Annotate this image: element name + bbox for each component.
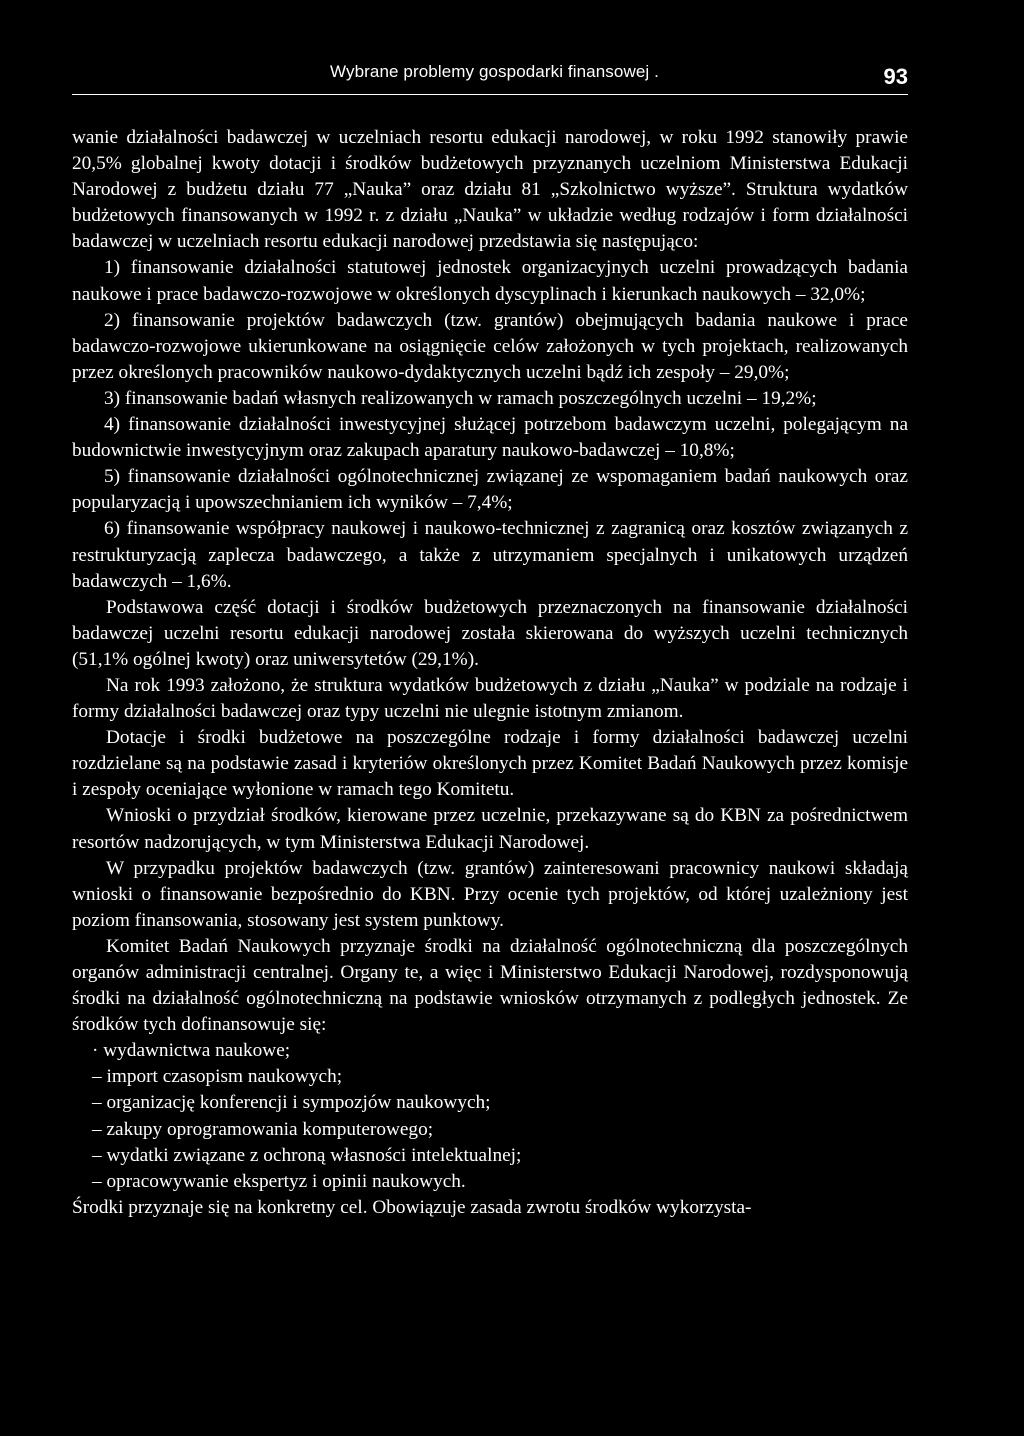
dash-item-5: – wydatki związane z ochroną własności intelektualnej;: [92, 1144, 522, 1166]
list-item-6: 6) finansowanie współpracy naukowej i naukowo-technicznej z zagranicą oraz kosztów związanych z restrukturyzacją zaplecza badawczego, a także z utrzymaniem specjalnych i unikatowych urządzeń badawczych – 1,6%.: [72, 518, 908, 592]
running-title: Wybrane problemy gospodarki finansowej .: [330, 62, 659, 81]
page-number: 93: [883, 64, 908, 89]
paragraph-intro: wanie działalności badawczej w uczelniach resortu edukacji narodowej, w roku 1992 stanowiły prawie 20,5% globalnej kwoty dotacji i środków budżetowych przyznanych uczelniom Ministerstwa Edukacji Narodowej z budżetu działu 77 „Nauka” oraz działu 81 „Szkolnictwo wyższe”. Struktura wydatków budżetowych finansowanych w 1992 r. z działu „Nauka” w układzie według rodzajów i form działalności badawczej w uczelniach resortu edukacji narodowej przedstawia się następująco:: [72, 127, 908, 253]
dash-item-2: – import czasopism naukowych;: [92, 1066, 343, 1088]
paragraph-general-technical: Komitet Badań Naukowych przyznaje środki na działalność ogólnotechniczną dla poszczególnych organów administracji centralnej. Organy te, a więc i Ministerstwo Edukacji Narodowej, rozdysponowują środki na działalność ogólnotechniczną na podstawie wniosków otrzymanych z podległych jednostek. Ze środków tych dofinansowuje się:: [72, 935, 908, 1036]
list-item-4: 4) finansowanie działalności inwestycyjnej służącej potrzebom badawczym uczelni, polegającym na budownictwie inwestycyjnym oraz zakupach aparatury naukowo-badawczej – 10,8%;: [72, 414, 908, 462]
paragraph-grants: W przypadku projektów badawczych (tzw. grantów) zainteresowani pracownicy naukowi składają wnioski o finansowanie bezpośrednio do KBN. Przy ocenie tych projektów, od której uzależniony jest poziom finansowania, stosowany jest system punktowy.: [72, 857, 908, 931]
dash-item-1: · wydawnictwa naukowe;: [92, 1040, 291, 1062]
dash-item-3: – organizację konferencji i sympozjów naukowych;: [92, 1092, 491, 1114]
body-text: [72, 125, 908, 1221]
dash-item-4: – zakupy oprogramowania komputerowego;: [92, 1118, 434, 1140]
list-item-2: 2) finansowanie projektów badawczych (tzw. grantów) obejmujących badania naukowe i prace badawczo-rozwojowe ukierunkowane na osiągnięcie celów założonych w tych projektach, realizowanych przez określonych pracowników naukowo-dydaktycznych uczelni bądź ich zespoły – 29,0%;: [72, 309, 908, 383]
list-item-3: 3) finansowanie badań własnych realizowanych w ramach poszczególnych uczelni – 19,2%;: [104, 387, 817, 409]
list-item-5: 5) finansowanie działalności ogólnotechnicznej związanej ze wspomaganiem badań naukowych oraz popularyzacją i upowszechnianiem ich wyników – 7,4%;: [72, 466, 908, 514]
paragraph-1993: Na rok 1993 założono, że struktura wydatków budżetowych z działu „Nauka” w podziale na rodzaje i formy działalności badawczej oraz typy uczelni nie ulegnie istotnym zmianom.: [72, 674, 908, 723]
paragraph-applications: Wnioski o przydział środków, kierowane przez uczelnie, przekazywane są do KBN za pośrednictwem resortów nadzorujących, w tym Ministerstwa Edukacji Narodowej.: [72, 805, 908, 853]
dash-item-6: – opracowywanie ekspertyz i opinii naukowych.: [92, 1170, 466, 1192]
paragraph-final: Środki przyznaje się na konkretny cel. Obowiązuje zasada zwrotu środków wykorzysta-: [72, 1196, 752, 1218]
paragraph-distribution: Dotacje i środki budżetowe na poszczególne rodzaje i formy działalności badawczej uczelni rozdzielane są na podstawie zasad i kryteriów określonych przez Komitet Badań Naukowych przez komisje i zespoły oceniające wyłonione w ramach tego Komitetu.: [72, 727, 908, 801]
list-item-1: 1) finansowanie działalności statutowej jednostek organizacyjnych uczelni prowadzących badania naukowe i prace badawczo-rozwojowe w określonych dyscyplinach i kierunkach naukowych – 32,0%;: [72, 257, 908, 305]
page-header: [72, 60, 908, 95]
paragraph-basic-share: Podstawowa część dotacji i środków budżetowych przeznaczonych na finansowanie działalności badawczej uczelni resortu edukacji narodowej została skierowana do wyższych uczelni technicznych (51,1% ogólnej kwoty) oraz uniwersytetów (29,1%).: [72, 596, 908, 670]
